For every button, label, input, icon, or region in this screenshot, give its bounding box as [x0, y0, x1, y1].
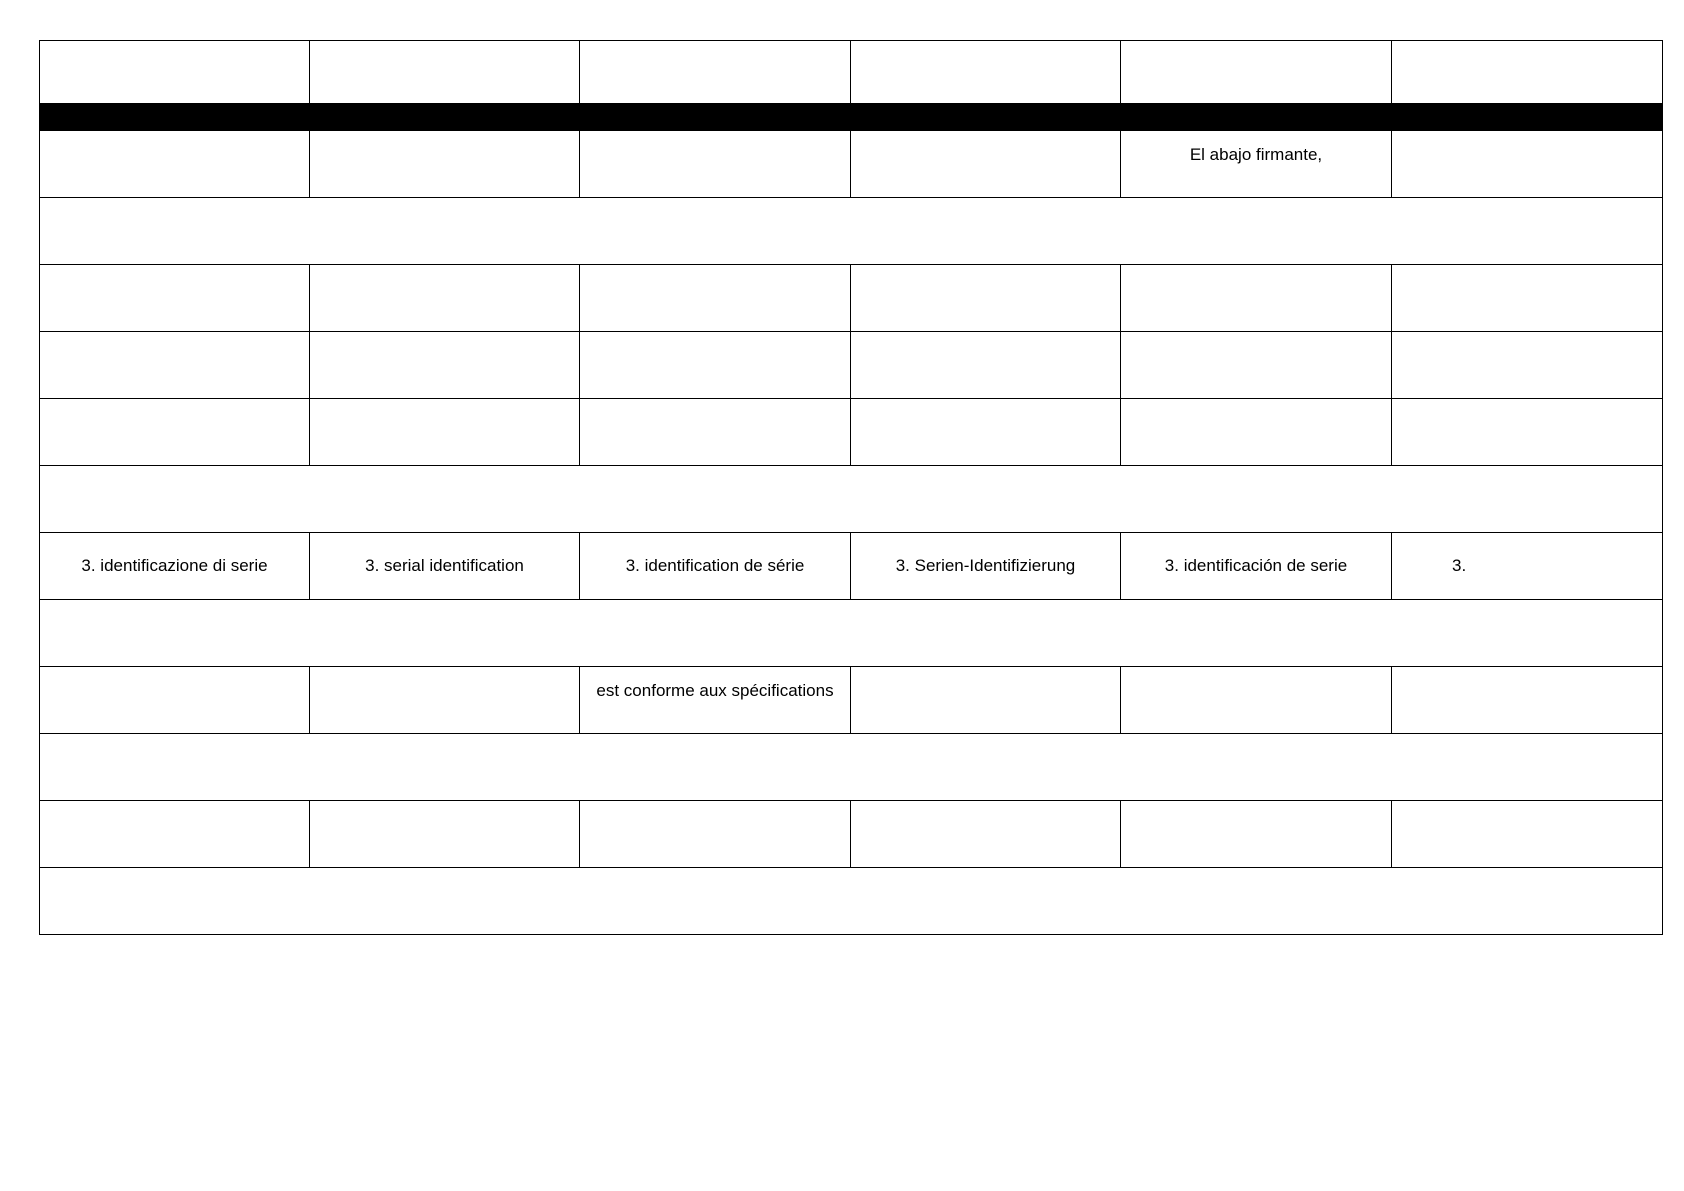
table-cell [1392, 41, 1663, 104]
table-row-merged [40, 734, 1663, 801]
table-cell [851, 131, 1121, 198]
table-cell [40, 399, 310, 466]
table-cell [1392, 265, 1663, 332]
table-cell [1392, 667, 1663, 734]
table-cell [310, 41, 580, 104]
table-cell [310, 399, 580, 466]
table-cell [851, 41, 1121, 104]
table-cell [1121, 801, 1392, 868]
multilingual-form-table [39, 40, 1663, 935]
black-band-cell [40, 104, 1663, 131]
table-cell [40, 332, 310, 399]
table-row [40, 131, 1663, 198]
serial-id-en-cell: 3. serial identification [310, 533, 580, 600]
serial-id-de-cell: 3. Serien-Identifizierung [851, 533, 1121, 600]
table-cell [580, 801, 851, 868]
merged-cell [40, 868, 1663, 935]
table-cell [1121, 332, 1392, 399]
table-cell [580, 332, 851, 399]
table-cell [580, 399, 851, 466]
table-cell [40, 131, 310, 198]
table-row [40, 399, 1663, 466]
table-row-merged [40, 198, 1663, 265]
table-row [40, 332, 1663, 399]
merged-cell [40, 734, 1663, 801]
serial-identification-row [40, 533, 1663, 600]
table-cell [310, 667, 580, 734]
table-cell [1392, 332, 1663, 399]
table-cell [851, 399, 1121, 466]
merged-cell [40, 198, 1663, 265]
table-cell [310, 265, 580, 332]
table-cell [851, 332, 1121, 399]
signatory-es-cell: El abajo firmante, [1121, 131, 1392, 198]
table-cell [1121, 667, 1392, 734]
conformity-row [40, 667, 1663, 734]
merged-cell [40, 466, 1663, 533]
table-cell [851, 667, 1121, 734]
serial-id-it-cell: 3. identificazione di serie [40, 533, 310, 600]
table-row [40, 41, 1663, 104]
table-cell [851, 265, 1121, 332]
table-cell [1121, 41, 1392, 104]
serial-id-extra-cell: 3. [1392, 533, 1663, 600]
table-cell [1121, 399, 1392, 466]
conformity-fr-cell: est conforme aux spécifications [580, 667, 851, 734]
serial-id-fr-cell: 3. identification de série [580, 533, 851, 600]
table-row-merged [40, 466, 1663, 533]
table-row [40, 801, 1663, 868]
table-cell [310, 801, 580, 868]
table-cell [1121, 265, 1392, 332]
table-cell [580, 131, 851, 198]
table-cell [1392, 801, 1663, 868]
table-cell [310, 332, 580, 399]
table-cell [40, 41, 310, 104]
table-cell [40, 801, 310, 868]
table-cell [1392, 399, 1663, 466]
table-cell [851, 801, 1121, 868]
table-row-merged [40, 600, 1663, 667]
table-cell [580, 265, 851, 332]
table-row-merged [40, 868, 1663, 935]
table-row [40, 265, 1663, 332]
table-cell [40, 265, 310, 332]
black-divider-band [40, 104, 1663, 131]
table-cell [580, 41, 851, 104]
merged-cell [40, 600, 1663, 667]
serial-id-es-cell: 3. identificación de serie [1121, 533, 1392, 600]
table-cell [40, 667, 310, 734]
table-cell [310, 131, 580, 198]
table-cell [1392, 131, 1663, 198]
